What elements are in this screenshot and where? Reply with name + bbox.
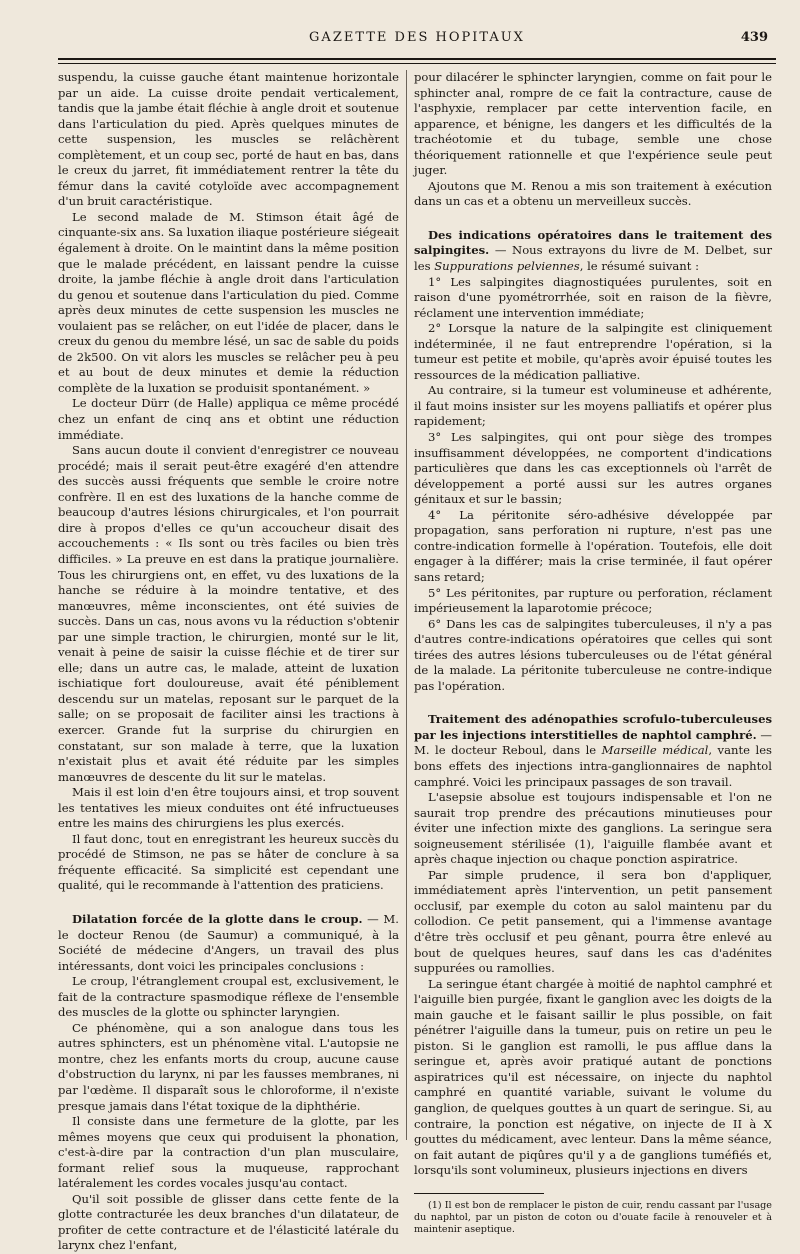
header-rule [58,58,776,60]
left-column [58,70,399,1253]
paragraph: Le croup, l'étranglement croupal est, exclusivement, le fait de la contracture spasmodique réflexe de l'ensemble des muscles de la glotte ou sphincter laryngien. [58,974,399,1020]
journal-name: Marseille médical [601,743,709,758]
section-gap [414,210,772,228]
paragraph: Qu'il soit possible de glisser dans cette fente de la glotte contracturée les deux branches d'un dilatateur, de profiter de cette contracture et de l'élasticité latérale du larynx chez l'enfant, [58,1191,399,1253]
section-title: Des indications opératoires dans le traitement des salpingites. [414,227,772,258]
section-intro: — Nous extrayons du livre de M. Delbet, sur les [414,243,772,274]
footnote: (1) Il est bon de remplacer le piston de cuir, rendu cassant par l'usage du naphtol, par un piston de coton ou d'ouate facile à renouveler et à maintenir aseptique. [414,1199,772,1235]
header-rule-thin [58,63,776,64]
journal-title: GAZETTE DES HOPITAUX [309,30,525,45]
page-number: 439 [740,30,768,45]
list-item: 2° Lorsque la nature de la salpingite est cliniquement indéterminée, il ne faut entreprendre l'opération, si la tumeur est petite et mobile, qu'après avoir épuisé toutes les ressources de la médication palliative. [414,321,772,382]
page-header [58,28,776,50]
section-intro: — M. le docteur Renou (de Saumur) a communiqué, à la Société de médecine d'Angers, un travail des plus intéressants, dont voici les principales conclusions : [58,911,399,973]
list-item: 4° La péritonite séro-adhésive développée par propagation, sans perforation ni rupture, n'est pas une contre-indication formelle à l'opération. Toutefois, elle doit engager à la différer; mais la crise terminée, il faut opérer sans retard; [414,507,772,584]
paragraph: Ajoutons que M. Renou a mis son traitement à exécution dans un cas et a obtenu un merveilleux succès. [414,178,772,209]
section-paragraph [414,712,772,790]
paragraph: Par simple prudence, il sera bon d'appliquer, immédiatement après l'intervention, un petit pansement occlusif, par exemple du coton au salol maintenu par du collodion. Ce petit pansement, qui a l'immense avantage d'être très occlusif et peu gênant, pourra être enlevé au bout de quelques heures, sauf dans les cas d'adénites suppurées ou ramollies. [414,867,772,976]
paragraph: suspendu, la cuisse gauche étant maintenue horizontale par un aide. La cuisse droite pendait verticalement, tandis que la jambe était fléchie à angle droit et soutenue dans l'articulation du pied. Après quelques minutes de cette suspension, les muscles se relâchèrent complètement, et un coup sec, porté de haut en bas, dans le creux du jarret, fit immédiatement rentrer la tête du fémur dans la cavité cotyloïde avec accompagnement d'un bruit caractéristique. [58,70,399,209]
section-title: Dilatation forcée de la glotte dans le croup. [72,911,363,926]
section-title: Traitement des adénopathies scrofulo-tuberculeuses par les injections interstitielles de naphtol camphré. [414,712,772,742]
footnote-rule [414,1193,544,1194]
section-paragraph [58,912,399,974]
section-intro-end: , le résumé suivant : [579,259,699,274]
paragraph: La seringue étant chargée à moitié de naphtol camphré et l'aiguille bien purgée, fixant le ganglion avec les doigts de la main gauche et le faisant saillir le plus possible, on fait pénétrer l'aiguille dans la tumeur, puis on retire un peu le piston. Si le ganglion est ramolli, le pus afflue dans la seringue et, après avoir pratiqué autant de ponctions aspiratrices qu'il est nécessaire, on injecte du naphtol camphré en quantité variable, suivant le volume du ganglion, de quelques gouttes à un quart de seringue. Si, au contraire, la ponction est négative, on injecte de II à X gouttes du médicament, avec lenteur. Dans la même séance, on fait autant de piqûres qu'il y a de ganglions tuméfiés et, lorsqu'ils sont volumineux, plusieurs injections en divers [414,976,772,1178]
paragraph: Il faut donc, tout en enregistrant les heureux succès du procédé de Stimson, ne pas se hâter de conclure à sa fréquente efficacité. Sa simplicité est cependant une qualité, qui le recommande à l'attention des praticiens. [58,831,399,893]
section-paragraph [414,228,772,275]
paragraph: Ce phénomène, qui a son analogue dans tous les autres sphincters, est un phénomène vital. L'autopsie ne montre, chez les enfants morts du croup, aucune cause d'obstruction du larynx, ni par les fausses membranes, ni par l'œdème. Il disparaît sous le chloroforme, il n'existe presque jamais dans l'état toxique de la diphthérie. [58,1020,399,1113]
paragraph: L'asepsie absolue est toujours indispensable et l'on ne saurait trop prendre des précautions minutieuses pour éviter une infection mixte des ganglions. La seringue sera soigneusement stérilisée (1), l'aiguille flambée avant et après chaque injection ou chaque ponction aspiratrice. [414,790,772,867]
section-intro-end: , vante les bons effets des injections intra-ganglionnaires de naphtol camphré. Voici les principaux passages de son travail. [414,743,773,789]
paragraph: Sans aucun doute il convient d'enregistrer ce nouveau procédé; mais il serait peut-être exagéré d'en attendre des succès aussi fréquents que semble le croire notre confrère. Il en est des luxations de la hanche comme de beaucoup d'autres lésions chirurgicales, et l'on pourrait dire à propos d'elles ce qu'un accoucheur disait des accouchements : « Ils sont ou très faciles ou bien très difficiles. » La preuve en est dans la pratique journalière. Tous les chirurgiens ont, en effet, vu des luxations de la hanche se réduire à la moindre tentative, et des manœuvres, même inconscientes, ont été suivies de succès. Dans un cas, nous avons vu la réduction s'obtenir par une simple traction, le chirurgien, monté sur le lit, venait à peine de saisir la cuisse fléchie et de tirer sur elle; dans un autre cas, le malade, atteint de luxation ischiatique fort douloureuse, avait été péniblement descendu sur un matelas, reposant sur le parquet de la salle; on se proposait de faciliter ainsi les tractions à exercer. Grande fut la surprise du chirurgien en constatant, sur son malade à terre, que la luxation n'existait plus et avait été réduite par les simples manœuvres de descente du lit sur le matelas. [58,443,399,784]
section-gap [414,694,772,712]
list-item: 1° Les salpingites diagnostiquées purulentes, soit en raison d'une pyométrorrhée, soit en raison de la fièvre, réclament une intervention immédiate; [414,274,772,320]
section-intro: — M. le docteur Reboul, dans le [414,727,772,758]
paragraph: Il consiste dans une fermeture de la glotte, par les mêmes moyens que ceux qui produisent la phonation, c'est-à-dire par la contraction d'un plan musculaire, formant relief sous la muqueuse, rapprochant latéralement les cordes vocales jusqu'au contact. [58,1114,399,1191]
paragraph: pour dilacérer le sphincter laryngien, comme on fait pour le sphincter anal, rompre de ce fait la contracture, cause de l'asphyxie, remplacer par cette intervention facile, en apparence, et bénigne, les dangers et les difficultés de la trachéotomie et du tubage, semble une chose théoriquement rationnelle et que l'expérience seule peut juger. [414,70,772,178]
list-item: Au contraire, si la tumeur est volumineuse et adhérente, il faut moins insister sur les moyens palliatifs et opérer plus rapidement; [414,383,772,429]
list-item: 5° Les péritonites, par rupture ou perforation, réclament impérieusement la laparotomie précoce; [414,585,772,616]
paragraph: Le second malade de M. Stimson était âgé de cinquante-six ans. Sa luxation iliaque postérieure siégeait également à droite. On le maintint dans la même position que le malade précédent, en laissant pendre la cuisse droite, la jambe fléchie à angle droit dans l'articulation du genou et soutenue dans l'articulation du pied. Comme après deux minutes de cette suspension les muscles ne voulaient pas se relâcher, on eut l'idée de placer, dans le creux du genou du membre lésé, un sac de sable du poids de 2k500. On vit alors les muscles se relâcher peu à peu et au bout de deux minutes et demie la réduction complète de la luxation se produisit spontanément. » [58,209,399,395]
paragraph: Mais il est loin d'en être toujours ainsi, et trop souvent les tentatives les mieux conduites ont été infructueuses entre les mains des chirurgiens les plus exercés. [58,785,399,831]
list-item: 3° Les salpingites, qui ont pour siège des trompes insuffisamment développées, ne comportent d'indications particulières que dans les cas exceptionnels où l'arrêt de développement a porté aussi sur les autres organes génitaux et sur le bassin; [414,430,772,507]
section-gap [58,894,399,912]
book-title: Suppurations pelviennes [434,259,580,274]
list-item: 6° Dans les cas de salpingites tuberculeuses, il n'y a pas d'autres contre-indications opératoires que celles qui sont tirées des autres lésions tuberculeuses ou de l'état général de la malade. La péritonite tuberculeuse ne contre-indique pas l'opération. [414,616,772,693]
column-divider [406,70,407,1140]
right-column [414,70,773,1235]
paragraph: Le docteur Dürr (de Halle) appliqua ce même procédé chez un enfant de cinq ans et obtint une réduction immédiate. [58,396,399,442]
